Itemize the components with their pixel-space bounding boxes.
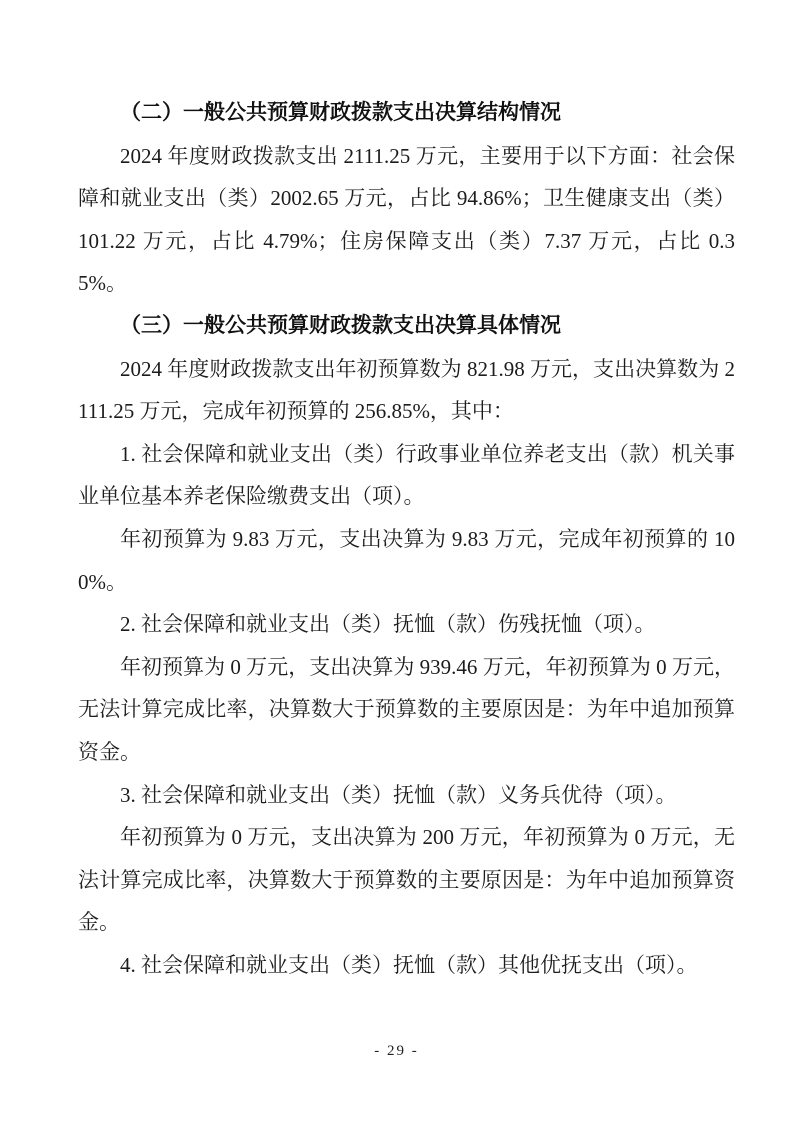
document-body <box>78 92 735 986</box>
body-paragraph: 1. 社会保障和就业支出（类）行政事业单位养老支出（款）机关事业单位基本养老保险缴费支出（项）。 <box>78 441 735 509</box>
body-paragraph: 2024 年度财政拨款支出年初预算数为 821.98 万元，支出决算数为 2111.25 万元，完成年初预算的 256.85%，其中： <box>78 356 735 424</box>
section-heading: （三）一般公共预算财政拨款支出决算具体情况 <box>120 313 561 337</box>
body-paragraph: 3. 社会保障和就业支出（类）抚恤（款）义务兵优待（项）。 <box>120 782 677 807</box>
body-paragraph: 年初预算为 0 万元，支出决算为 939.46 万元，年初预算为 0 万元，无法计算完成比率，决算数大于预算数的主要原因是：为年中追加预算资金。 <box>78 654 735 764</box>
body-paragraph: 年初预算为 9.83 万元，支出决算为 9.83 万元，完成年初预算的 100%。 <box>78 526 735 594</box>
body-paragraph: 2024 年度财政拨款支出 2111.25 万元，主要用于以下方面：社会保障和就业支出（类）2002.65 万元，占比 94.86%；卫生健康支出（类）101.22 万元，占比 4.79%；住房保障支出（类）7.37 万元，占比 0.35%。 <box>78 143 735 296</box>
body-paragraph: 4. 社会保障和就业支出（类）抚恤（款）其他优抚支出（项）。 <box>120 952 698 977</box>
section-heading: （二）一般公共预算财政拨款支出决算结构情况 <box>120 101 561 124</box>
body-paragraph: 2. 社会保障和就业支出（类）抚恤（款）伤残抚恤（项）。 <box>120 612 656 637</box>
body-paragraph: 年初预算为 0 万元，支出决算为 200 万元，年初预算为 0 万元，无法计算完成比率，决算数大于预算数的主要原因是：为年中追加预算资金。 <box>78 825 735 935</box>
page-footer <box>0 1042 793 1060</box>
page-number: - 29 - <box>374 1043 419 1059</box>
